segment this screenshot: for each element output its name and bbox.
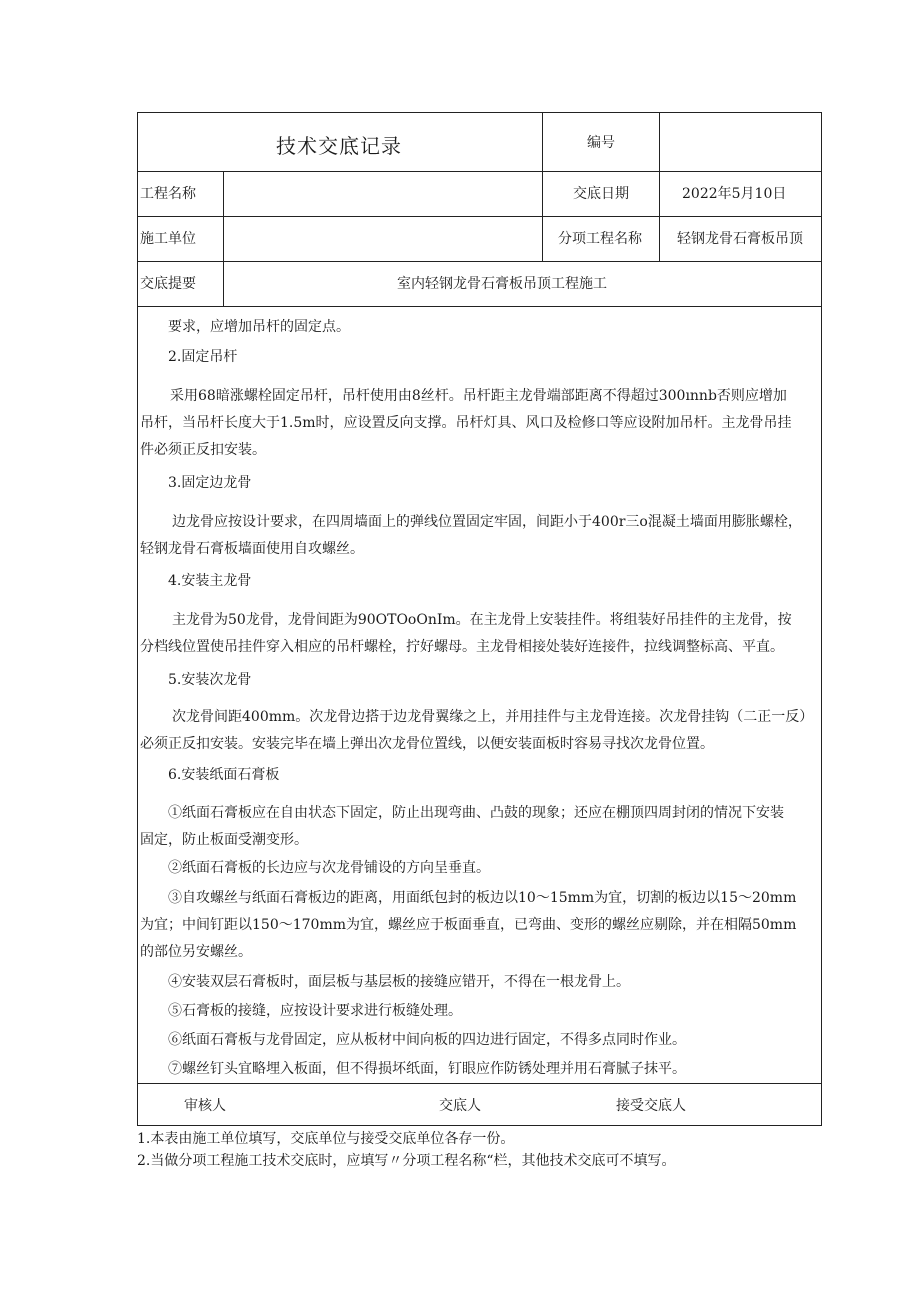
content-line: ②纸面石膏板的长边应与次龙骨铺设的方向呈垂直。: [168, 860, 490, 876]
content-line: ③自攻螺丝与纸面石膏板边的距离，用面纸包封的板边以10～15mm为宜，切割的板边以15～20mm: [168, 890, 797, 906]
content-line: 必须正反扣安装。安装完毕在墙上弹出次龙骨位置线，以便安装面板时容易寻找次龙骨位置。: [140, 736, 714, 752]
content-line: ⑥纸面石膏板与龙骨固定，应从板材中间向板的四边进行固定，不得多点同时作业。: [168, 1032, 686, 1048]
content-line: ①纸面石膏板应在自由状态下固定，防止出现弯曲、凸鼓的现象；还应在棚顶四周封闭的情况下安装: [168, 805, 784, 821]
content-line: 3.固定边龙骨: [168, 475, 252, 491]
project-name-label: 工程名称: [140, 186, 196, 202]
content-line: 次龙骨间距400mm。次龙骨边搭于边龙骨翼缘之上，并用挂件与主龙骨连接。次龙骨挂钩（二正一反）: [172, 709, 814, 725]
content-line: 要求，应增加吊杆的固定点。: [168, 319, 350, 335]
construction-unit-label: 施工单位: [140, 231, 196, 247]
col-divider: [659, 113, 660, 261]
content-line: ⑤石膏板的接缝，应按设计要求进行板缝处理。: [168, 1003, 462, 1019]
date-label: 交底日期: [573, 186, 629, 202]
content-line: 固定，防止板面受潮变形。: [140, 832, 308, 848]
footnotes: [137, 1128, 676, 1172]
col-divider: [223, 171, 224, 306]
content-line: 5.安装次龙骨: [168, 672, 252, 688]
col-divider: [542, 113, 543, 261]
content-line: 4.安装主龙骨: [168, 573, 252, 589]
content-line: 主龙骨为50龙骨，龙骨间距为90OTOoOnIm。在主龙骨上安装挂件。将组装好吊挂件的主龙骨，按: [172, 612, 792, 628]
content-line: 吊杆，当吊杆长度大于1.5m时，应设置反向支撑。吊杆灯具、风口及检修口等应设附加吊杆。主龙骨吊挂: [140, 415, 792, 431]
footnote: 1.本表由施工单位填写，交底单位与接受交底单位各存一份。: [137, 1131, 515, 1147]
content-line: ④安装双层石膏板时，面层板与基层板的接缝应错开，不得在一根龙骨上。: [168, 974, 630, 990]
content-line: 为宜；中间钉距以150～170mm为宜，螺丝应于板面垂直，已弯曲、变形的螺丝应剔除，并在相隔50mm: [140, 917, 797, 933]
sub-project-value: 轻钢龙骨石膏板吊顶: [677, 231, 803, 247]
content-line: 采用68暗涨螺栓固定吊杆，吊杆使用由8丝杆。吊杆距主龙骨端部距离不得超过300ınnb否则应增加: [170, 388, 787, 404]
disclosure-record-table: [137, 112, 822, 1126]
row-divider: [138, 1083, 821, 1084]
row-divider: [138, 261, 821, 262]
content-line: 6.安装纸面石膏板: [168, 767, 280, 783]
row-divider: [138, 216, 821, 217]
content-line: 2.固定吊杆: [168, 349, 238, 365]
summary-label: 交底提要: [140, 276, 196, 292]
receiver-label: 接受交底人: [616, 1098, 686, 1114]
row-divider: [138, 306, 821, 307]
row-divider: [138, 171, 821, 172]
discloser-label: 交底人: [439, 1098, 481, 1114]
content-line: 轻钢龙骨石膏板墙面使用自攻螺丝。: [140, 541, 364, 557]
content-line: ⑦螺丝钉头宜略埋入板面，但不得损坏纸面，钉眼应作防锈处理并用石膏腻子抹平。: [168, 1061, 686, 1077]
reviewer-label: 审核人: [184, 1098, 226, 1114]
sub-project-label: 分项工程名称: [558, 231, 642, 247]
page-title: 技术交底记录: [276, 134, 402, 158]
summary-value: 室内轻钢龙骨石膏板吊顶工程施工: [397, 276, 607, 292]
content-line: 件必须正反扣安装。: [140, 442, 266, 458]
date-value: 2022年5月10日: [682, 186, 787, 202]
content-line: 边龙骨应按设计要求，在四周墙面上的弹线位置固定牢固，间距小于400r三o混凝土墙面用膨胀螺栓，: [172, 514, 802, 530]
footnote: 2.当做分项工程施工技术交底时，应填写〃分项工程名称“栏，其他技术交底可不填写。: [137, 1153, 676, 1169]
number-label: 编号: [587, 135, 615, 151]
content-line: 的部位另安螺丝。: [140, 944, 252, 960]
content-line: 分档线位置使吊挂件穿入相应的吊杆螺栓，拧好螺母。主龙骨相接处装好连接件，拉线调整标高、平直。: [140, 639, 784, 655]
